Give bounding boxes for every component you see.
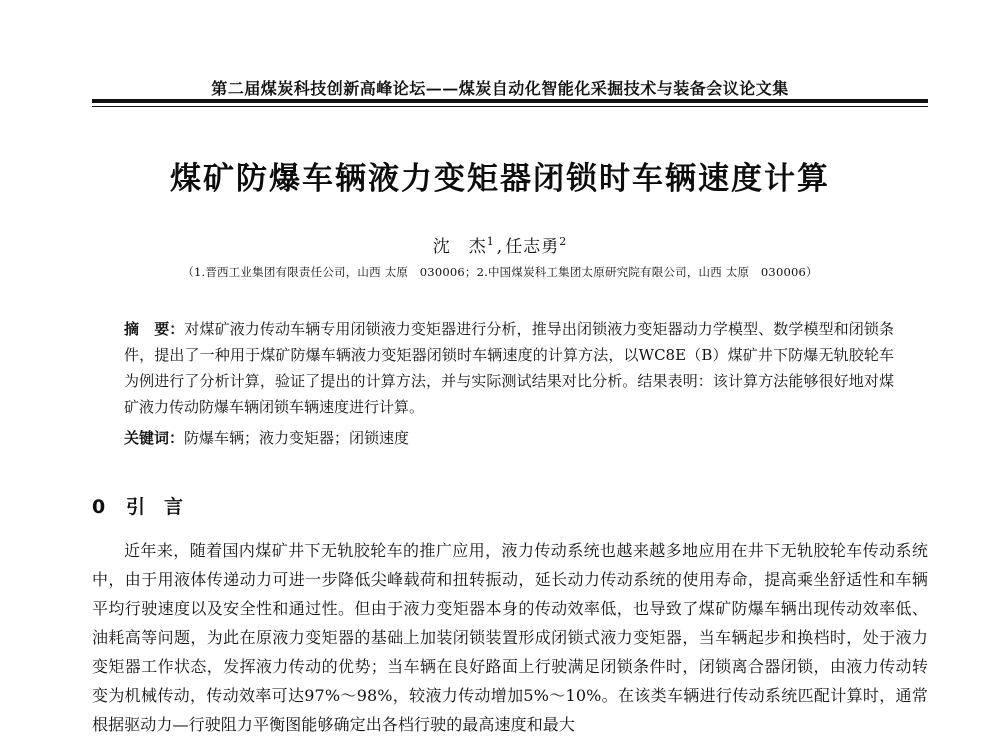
running-header: 第二届煤炭科技创新高峰论坛——煤炭自动化智能化采掘技术与装备会议论文集: [211, 79, 789, 98]
keywords-text: 防爆车辆；液力变矩器；闭锁速度: [184, 429, 410, 447]
section-number: 0: [92, 496, 106, 518]
header-rule-thick: [92, 99, 928, 103]
section-heading: [92, 492, 183, 519]
author-line: [0, 232, 1000, 257]
abstract-label: 摘 要：: [124, 320, 185, 338]
author-name: 任志勇: [505, 237, 560, 257]
paper-title: 煤矿防爆车辆液力变矩器闭锁时车辆速度计算: [170, 161, 830, 197]
section-title: 引 言: [126, 496, 184, 518]
abstract-text: 对煤矿液力传动车辆专用闭锁液力变矩器进行分析，推导出闭锁液力变矩器动力学模型、数学模型和闭锁条件，提出了一种用于煤矿防爆车辆液力变矩器闭锁时车辆速度的计算方法，以WC8E（B）煤矿井下防爆无轨胶轮车为例进行了分析计算，验证了提出的计算方法，并与实际测试结果对比分析。结果表明：该计算方法能够很好地对煤矿液力传动防爆车辆闭锁车辆速度进行计算。: [124, 320, 894, 416]
abstract: [124, 316, 894, 420]
author-affil-mark: 2: [559, 235, 568, 248]
body-paragraph: 近年来，随着国内煤矿井下无轨胶轮车的推广应用，液力传动系统也越来越多地应用在井下无轨胶轮车传动系统中，由于用液体传递动力可进一步降低尖峰载荷和扭转振动，延长动力传动系统的使用寿命，提高乘坐舒适性和车辆平均行驶速度以及安全性和通过性。但由于液力变矩器本身的传动效率低，也导致了煤矿防爆车辆出现传动效率低、油耗高等问题，为此在原液力变矩器的基础上加装闭锁装置形成闭锁式液力变矩器，当车辆起步和换档时，处于液力变矩器工作状态，发挥液力传动的优势；当车辆在良好路面上行驶满足闭锁条件时，闭锁离合器闭锁，由液力传动转变为机械传动，传动效率可达97%～98%，较液力传动增加5%～10%。在该类车辆进行传动系统匹配计算时，通常根据驱动力—行驶阻力平衡图能够确定出各档行驶的最高速度和最大: [92, 541, 928, 734]
author-affil-mark: 1: [486, 235, 495, 248]
header-rule-thin: [92, 106, 928, 107]
author-name: 沈 杰: [432, 237, 487, 257]
author-separator: ,: [496, 237, 504, 257]
keywords-label: 关键词：: [124, 429, 185, 447]
affiliations: （1.晋西工业集团有限责任公司，山西 太原 030006；2.中国煤炭科工集团太原研究院有限公司，山西 太原 030006）: [182, 265, 818, 279]
keywords: [124, 426, 894, 450]
